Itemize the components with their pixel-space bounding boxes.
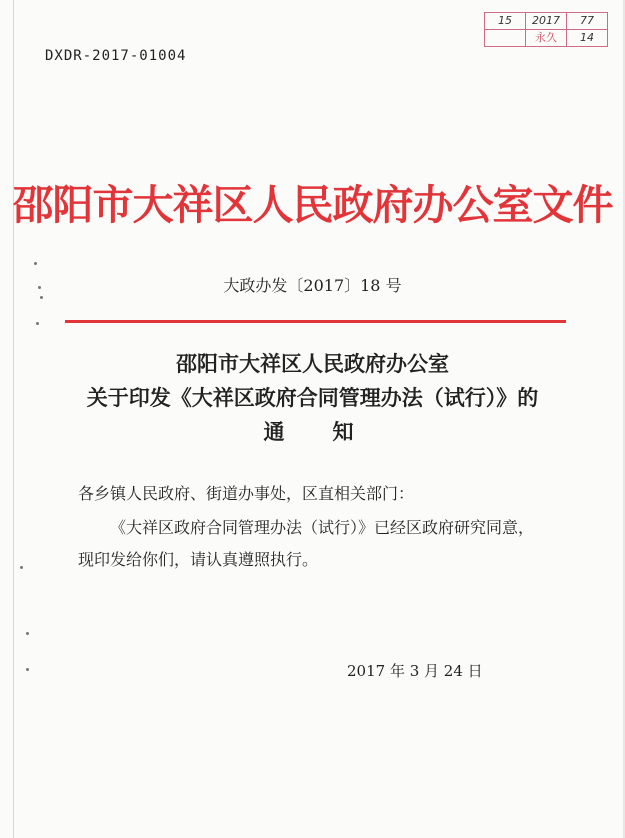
document-number: 大政办发〔2017〕18 号 — [223, 276, 402, 295]
document-id: DXDR-2017-01004 — [45, 48, 187, 64]
scan-speck — [20, 566, 23, 569]
archive-stamp-cell: 15 — [485, 13, 526, 30]
notice-heading-line3: 通知 — [263, 419, 402, 444]
notice-heading-line1: 邵阳市大祥区人民政府办公室 — [176, 351, 449, 376]
archive-stamp-row — [485, 30, 608, 47]
archive-stamp-cell — [485, 30, 526, 47]
archive-stamp — [484, 12, 608, 47]
scan-speck — [26, 668, 29, 671]
notice-heading — [0, 347, 625, 449]
issue-date: 2017 年 3 月 24 日 — [347, 662, 483, 680]
notice-heading-line2: 关于印发《大祥区政府合同管理办法（试行）》的 — [86, 385, 539, 410]
scan-speck — [26, 632, 29, 635]
archive-stamp-row — [485, 13, 608, 30]
red-separator-line — [65, 320, 566, 323]
body-paragraph: 《大祥区政府合同管理办法（试行）》已经区政府研究同意，现印发给你们，请认真遵照执行。 — [78, 518, 535, 569]
scan-speck — [34, 262, 37, 265]
salutation: 各乡镇人民政府、街道办事处，区直相关部门： — [78, 484, 415, 503]
scan-speck — [38, 286, 41, 289]
archive-stamp-retention: 永久 — [526, 30, 567, 47]
archive-stamp-cell: 14 — [567, 30, 608, 47]
archive-stamp-cell: 2017 — [526, 13, 567, 30]
scan-speck — [40, 296, 43, 299]
scan-speck — [36, 322, 39, 325]
masthead-title: 邵阳市大祥区人民政府办公室文件 — [12, 181, 613, 229]
archive-stamp-cell: 77 — [567, 13, 608, 30]
